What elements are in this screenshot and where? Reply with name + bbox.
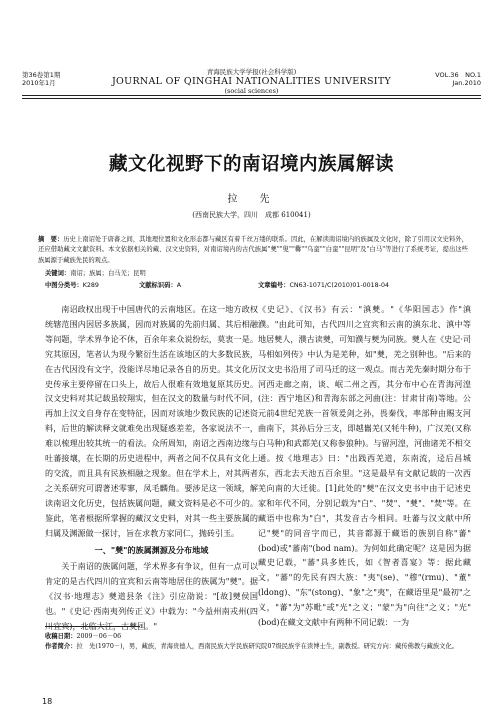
date-en: Jan.2010: [452, 79, 481, 87]
page-number: 18: [42, 697, 53, 706]
body-paragraph: 关于南诏的族属问题，学术界多有争议，但有一点可以肯定的是古代四川的宜宾和云南等地居住的族属为"僰"。据《汉书·地理志》僰道县条《注》引应劭说："[故]僰侯国也。"《史记·西南夷列传正义》中载为："今益州南戎州(四川宜宾)，北临大江，古僰国。": [45, 561, 258, 632]
author-affiliation: (西南民族大学，四川 成都 610041): [192, 211, 311, 219]
articleno-value: CN63-1071/C(2010)01-0018-04: [289, 282, 389, 289]
keywords-text: 南诏；族属；白马羌；昆明: [70, 270, 146, 277]
clc-label: 中图分类号：: [45, 282, 83, 289]
body-paragraph: 《史记》、《汉书》有云："滇僰。"《华阳国志》作"滇濮。"由此可知，古代四川之宜宾和云南的滇东北、滇中等地居僰人，濮古读僰，可知濮与僰为同族。僰人在《史记·司马相如列传》中认为是羌种，如"僰，羌之别种也。"后来的汉文史书沿用了司马迁的这一观点。而古羌先秦时期分布于河西走廊之南，谈、岷二州之西，其分布中心在青海河湟(注：西宁地区)和青海东部之河曲(注：甘肃甘南)等地。公元前4世纪羌族一首领爰剑之孙，畏秦伐，率部种由赐支河曲南下，其孙后分三支，即越巂羌(又牦牛种)，广汉羌(又称白马种)和武都羌(又称参狼种)。与留河湟，河曲诸羌不相交通。按《地理志》曰："出践西羌道，东南流，迳后昌城东，西北去天池五百余里。"这是最早有文献记载的一次西羌向南的大迁徙。[1]此处的"僰"在汉文史书中由于记述史家和年代不同，分别记载为"白"、"焚"、"僰"、"焚"等。在藏语中也称为"白"，其发音古今相同。吐蕃与汉文献中所记"僰"的同音字而已，其音都源于藏语的族别自称"蕃"(bod)或"蕃南"(bod nam)。为何如此确定呢？这是因为据藏史记载，"蕃"具多姓氏，如《智者喜宴》等：据此藏文，"蕃"的先民有四大族："夷"(se)、"穆"(rmu)、"董"(ldong)、"东"(stong)、"象"之"夷"，在藏语里是"最初"之义，"蕃"为"苏毗"或"光"之义；"蒙"为"向往"之义；"光"(bod)在藏文文献中有两种不同记载：一为: [258, 304, 472, 628]
header-rule-thick: [22, 95, 481, 96]
clc-value: K289: [82, 282, 99, 289]
header-rule-thin: [22, 98, 481, 99]
issue-date: 2010年1月: [22, 79, 56, 87]
volume-number-en: VOL.36 NO.1: [435, 71, 481, 79]
received-date: 2009－06－06: [76, 633, 122, 640]
article-author: 拉 先: [227, 194, 276, 205]
journal-name-en: JOURNAL OF QINGHAI NATIONALITIES UNIVERSITY: [111, 76, 392, 87]
articleno-label: 文章编号：: [258, 282, 290, 289]
article-number-info: [258, 280, 389, 289]
section-heading: 一、"僰"的族属渊源及分布地域: [94, 544, 209, 555]
volume-issue: 第36卷第1期: [22, 71, 61, 79]
doccode-value: A: [176, 282, 182, 289]
body-column-left: [45, 302, 258, 634]
author-bio: 拉 先(1970－)，男，藏族，青海贵德人，西南民族大学民族研究院07级民族学在读博士生，副教授。研究方向：藏传佛教与藏族文化。: [76, 643, 459, 650]
keywords-label: 关键词：: [45, 270, 71, 277]
classification-info: [45, 280, 219, 289]
journal-masthead: [0, 67, 503, 95]
body-paragraph: 南诏政权出现于中国唐代的云南地区。在这一地方政权统辖范围内因居多族属，因而对族属的先前归属、其后相融等问题，学术界争论不休，百余年来众说纷纭，莫衷一是。究其原因，笔者认为现今繁衍生活在该地区的大多数民族，在古代因没有文字，没能详尽地记录各自的历史。其文化历史传承主要停留在口头上，故后人很难有效地复原其历史。汉文史料对其记载虽较翔实，但在汉文的数量与时代不同，再加上汉文自身存在变特征，因而对该地少数民族的记述资料，后世的解读释文就难免出现疑惑差差，各家说法不一，难以梳理出较其统一的看法。众所周知，南诏之西南边缘与吐蕃接壤，在长期的历史进程中，两者之间不仅具有文化上的交流，而且具有民族相融之现象。但在学术上，对其两者之关系研究可谓著述零寥，凤毛麟角。要涉足这一领域，解读南诏文化历史，包括族属问题，藏文资料是必不可少的。鉴此，笔者根据所掌握的藏汉文史料，对其一些主要族属的归属及渊源做一探讨，旨在求教方家同仁，抛砖引玉。: [45, 304, 258, 538]
doccode-label: 文献标识码：: [138, 282, 177, 289]
journal-name-cn: 青海民族大学学报(社会科学版): [206, 68, 297, 76]
keywords: [45, 268, 146, 277]
abstract-text: 历史上南诏处于唐蕃之间，其地理位置和文化形态都与藏区有着千丝万缕的联系。因此，在解读南诏境内的族属及文化时，除了引用汉文史料外，还应借助藏文文献资料。本文依据相关的藏、汉文史资料，对南诏境内的古代族属"僰""叟""爨""乌蛮""白蛮""昆明"及"白马"等进行了系统考证，提出这些族属源于藏族先民的观点。: [38, 236, 469, 264]
abstract-label: 摘 要：: [38, 236, 64, 243]
author-bio-label: 作者简介：: [45, 643, 77, 650]
footnote: [45, 632, 465, 652]
received-label: 收稿日期：: [45, 633, 77, 640]
article-title: 藏文化视野下的南诏境内族属解读: [108, 154, 394, 175]
body-column-right: [258, 302, 471, 630]
journal-subtitle: (social sciences): [224, 87, 279, 95]
footnote-rule: [45, 626, 140, 627]
abstract: [38, 235, 468, 266]
journal-volume-info: [435, 71, 481, 87]
